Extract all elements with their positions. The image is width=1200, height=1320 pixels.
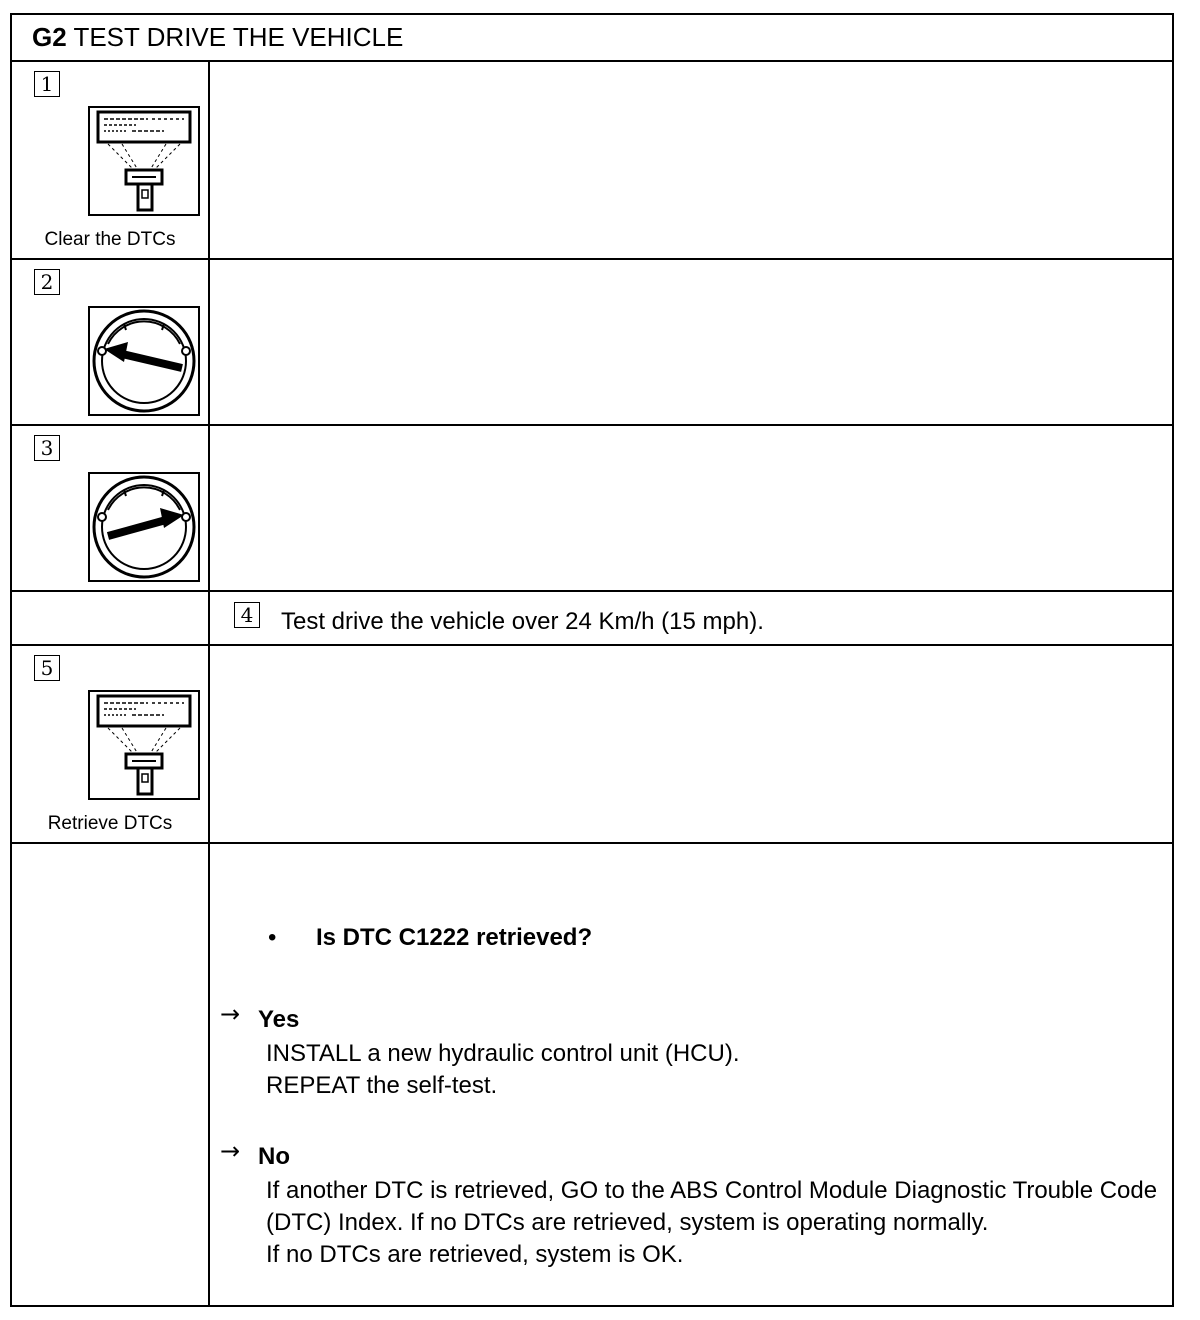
procedure-code: G2 [32, 22, 67, 52]
step-2-illustration-cell [12, 260, 210, 424]
scan-tool-icon [88, 106, 200, 216]
result-row [12, 844, 1172, 1305]
result-content-cell [210, 844, 1172, 1305]
answer-no-line-1: If another DTC is retrieved, GO to the ABS Control Module Diagnostic Trouble Code (DTC) Index. If no DTCs are retrieved, system is operating normally. [266, 1177, 1158, 1236]
step-row-2 [12, 260, 1172, 426]
step-number-5: 5 [34, 655, 60, 681]
procedure-title [32, 22, 403, 53]
step-5-content-cell [210, 646, 1172, 842]
step-number-1: 1 [34, 71, 60, 97]
step-3-illustration-cell [12, 426, 210, 590]
step-1-illustration-cell [12, 62, 210, 258]
step-number-2: 2 [34, 269, 60, 295]
step-row-3 [12, 426, 1172, 592]
arrow-right-icon: → [220, 1000, 241, 1028]
ignition-on-icon [88, 472, 200, 582]
answer-no-line-2: If no DTCs are retrieved, system is OK. [266, 1241, 684, 1268]
step-2-content-cell [210, 260, 1172, 424]
step-3-content-cell [210, 426, 1172, 590]
step-number-3: 3 [34, 435, 60, 461]
answer-yes-label: Yes [258, 1006, 300, 1033]
bullet-icon: • [268, 924, 277, 951]
step-5-caption: Retrieve DTCs [47, 813, 173, 834]
step-4-content-cell [210, 592, 1172, 644]
result-left-cell [12, 844, 210, 1305]
procedure-title-text: TEST DRIVE THE VEHICLE [73, 22, 404, 52]
ignition-off-icon [88, 306, 200, 416]
procedure-table [10, 13, 1174, 1307]
step-row-4 [12, 592, 1172, 646]
step-number-4: 4 [234, 602, 260, 628]
answer-yes-line-2: REPEAT the self-test. [266, 1072, 498, 1099]
answer-yes-line-1: INSTALL a new hydraulic control unit (HCU). [266, 1040, 740, 1067]
step-5-illustration-cell [12, 646, 210, 842]
arrow-right-icon: → [220, 1137, 241, 1165]
question-text: Is DTC C1222 retrieved? [316, 924, 593, 951]
step-1-content-cell [210, 62, 1172, 258]
step-1-caption: Clear the DTCs [44, 229, 176, 250]
result-question [268, 924, 592, 952]
step-row-1 [12, 62, 1172, 260]
step-row-5 [12, 646, 1172, 844]
step-4-text: Test drive the vehicle over 24 Km/h (15 mph). [281, 608, 764, 635]
step-4-left-cell [12, 592, 210, 644]
scan-tool-icon [88, 690, 200, 800]
procedure-header [12, 15, 1172, 62]
answer-no-label: No [258, 1143, 290, 1170]
